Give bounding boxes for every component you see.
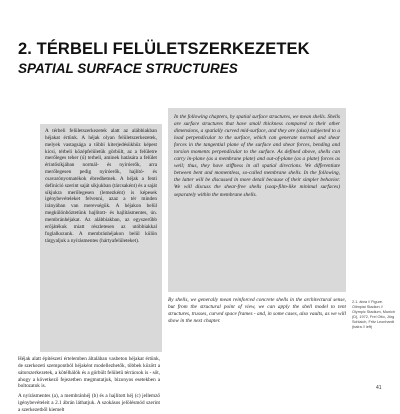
english-body-paragraph: By shells, we generally mean reinforced concrete shells in the architectural sense, but from the structural point of view, we can apply the shell model to tent structures, trusses, curved space frames - and, in some cases, also vaults, as we will show in the next chapter.	[168, 297, 346, 325]
figure-caption: 2.1. ábra // Figure. Olimpiai Stadion // Olympic Stadium, Munich (D), 1972, Frei Otto, Jörg Schlaich, Fritz Leonhardt (balra // left)	[352, 300, 396, 329]
hungarian-abstract-text: A térbeli felületszerkezetek alatt az alábbiakban héjakat értünk. A héjak olyan felületszerkezetek, melyek vastagsága a többi kiterjedésükhöz képest kicsi, térbeli középfelületük görbült, az a felületre merőleges teher (ú) terheli, aminek hatására a felület érintősíkjában normál- és nyíróerők, arra merőlegesen pedig nyíróerők, hajlító- és csavarónyomatékok ébredhetnek. A héjak a fenti definíció szerint saját síkjukban (tárcsaként) és a saját síkjukra merőlegesen (lemezként) is képesek igénybevételeket felvenni, azaz a tér minden irányában van merevségük. A héjakon belül megkülönböztetünk hajlított- és hajlításmentes, ún. membránhéjakat. Az alábbiakban, az egyszerűbb erőjátékuk miatt részletesen az utóbbiakkal foglalkozunk. A membránhéjakon belül külön tárgyaljuk a nyírásmentes (hártyafelületeket).	[45, 128, 157, 244]
hungarian-body-paragraph: Héjak alatt építészeti értelemben általában vasbeton héjakat értünk, de szerkezeti szempontból héjaként modellezhetők, többek között a sátorszerkezetek, a kötélhálók és a görbült felületű térrácsok is - sőt, ahogy a következő fejezetben megmutatjuk, bizonyos esetekben a boltozatok is.	[18, 356, 160, 390]
english-abstract-box	[168, 108, 346, 292]
chapter-subtitle: SPATIAL SURFACE STRUCTURES	[18, 61, 238, 76]
english-abstract-text: In the following chapters, by spatial surface structures, we mean shells. Shells are surface structures that have small thickness compared to their other dimensions, a spatially curved mid-surface, and they are (also) subjected to a load perpendicular to the surface, which can generate normal and shear forces in the tangential plane of the surface and shear forces, bending and torsion moments perpendicular to the surface. As defined above, shells can carry in-plane (as a membrane plate) and out-of-plane (as a plate) forces as well; thus, they have stiffness in all spatial directions. We differentiate between bent and momentless, so-called membrane shells. In the following, the latter will be discussed in more detail because of their simpler behavior. We will discuss the shear-free shells (soap-film-like minimal surfaces) separately within the membrane shells.	[174, 114, 340, 198]
hungarian-body-paragraph: A nyírásmentes (a), a membránhéj (b) és a hajlított héj (c) jellemző igénybevételeit a 2.1 ábrán láthatjuk. A szokásos jelölésmód szerint a szerkezetből kiemelt	[18, 393, 160, 413]
chapter-title: 2. TÉRBELI FELÜLETSZERKEZETEK	[18, 40, 310, 58]
hungarian-body	[18, 356, 160, 414]
page-number: 41	[376, 385, 382, 391]
english-body	[168, 297, 346, 325]
hungarian-abstract-box	[40, 124, 162, 352]
